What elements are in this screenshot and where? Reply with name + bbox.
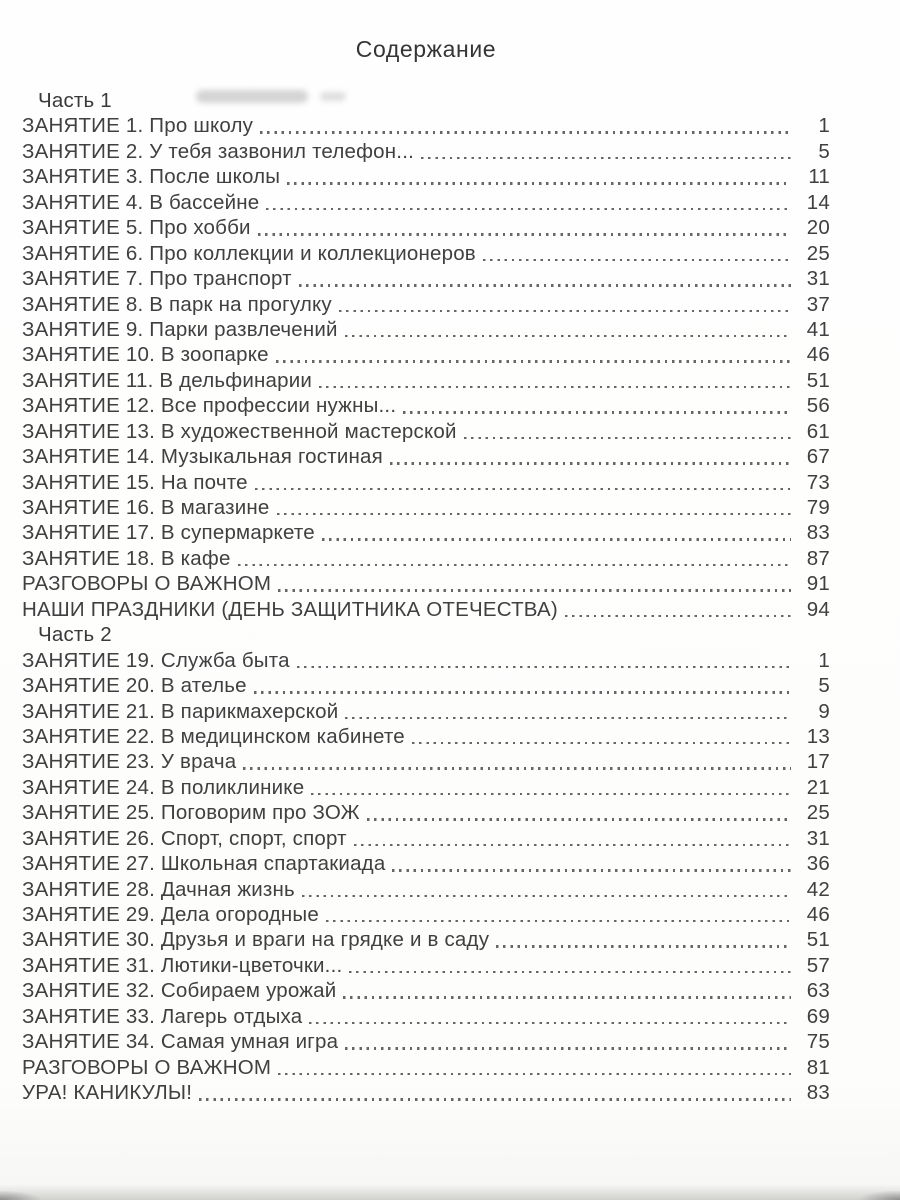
toc-entry [22, 852, 830, 877]
toc-entry-label: УРА! КАНИКУЛЫ! [22, 1081, 193, 1105]
toc-entry [22, 572, 830, 597]
dot-leader [294, 649, 794, 674]
toc-entry [22, 165, 830, 190]
dot-leader [346, 954, 794, 979]
toc-entry [22, 521, 830, 546]
toc-entry-label: ЗАНЯТИЕ 11. В дельфинарии [22, 368, 312, 392]
toc-entry [22, 776, 830, 801]
toc-entry-page: 42 [806, 877, 830, 901]
toc-entry-page: 14 [806, 190, 830, 214]
toc-entry [22, 878, 830, 903]
toc-entry-label: РАЗГОВОРЫ О ВАЖНОМ [22, 572, 272, 596]
toc-entry-label: ЗАНЯТИЕ 28. Дачная жизнь [22, 877, 295, 901]
dot-leader [284, 165, 794, 190]
toc-entry-label: ЗАНЯТИЕ 10. В зоопарке [22, 343, 269, 367]
toc-entry-label: ЗАНЯТИЕ 27. Школьная спартакиада [22, 852, 386, 876]
toc-entry [22, 827, 830, 852]
section-heading [22, 89, 830, 114]
toc-entry-page: 63 [806, 979, 830, 1003]
toc-entry [22, 1005, 830, 1030]
toc-entry-label: ЗАНЯТИЕ 13. В художественной мастерской [22, 419, 457, 443]
dot-leader [196, 1081, 794, 1106]
toc-entry-label: ЗАНЯТИЕ 20. В ателье [22, 674, 247, 698]
toc-entry-page: 91 [806, 572, 830, 596]
toc-entry-label: ЗАНЯТИЕ 7. Про транспорт [22, 267, 292, 291]
toc-entry-page: 73 [806, 470, 830, 494]
toc-entry [22, 1056, 830, 1081]
toc-entry-label: ЗАНЯТИЕ 8. В парк на прогулку [22, 292, 332, 316]
toc-entry-label: ЗАНЯТИЕ 17. В супермаркете [22, 521, 315, 545]
toc-entry-label: ЗАНЯТИЕ 29. Дела огородные [22, 903, 319, 926]
toc-entry-label: ЗАНЯТИЕ 2. У тебя зазвонил телефон... [22, 139, 414, 163]
toc-entry [22, 140, 830, 165]
toc-entry-page: 1 [818, 114, 830, 138]
toc-entry [22, 496, 830, 521]
toc-entry [22, 750, 830, 775]
toc-entry-label: ЗАНЯТИЕ 21. В парикмахерской [22, 699, 339, 723]
section-heading [22, 623, 830, 648]
dot-leader [342, 318, 794, 343]
dot-leader [319, 521, 794, 546]
toc-entry-page: 57 [806, 953, 830, 977]
toc-entry-page: 5 [818, 674, 830, 698]
dot-leader [306, 1005, 794, 1030]
dot-leader [351, 827, 794, 852]
toc-entry [22, 445, 830, 470]
toc-entry-page: 36 [806, 852, 830, 876]
toc-entry-page: 83 [806, 521, 830, 545]
dot-leader [562, 598, 794, 623]
toc-entry-page: 25 [806, 241, 830, 265]
toc-entry-label: ЗАНЯТИЕ 26. Спорт, спорт, спорт [22, 826, 347, 850]
toc-entry-label: ЗАНЯТИЕ 24. В поликлинике [22, 775, 305, 799]
toc-entry-page: 79 [806, 496, 830, 519]
dot-leader [275, 1056, 794, 1081]
toc-entry-page: 61 [806, 419, 830, 443]
toc-entry-page: 46 [806, 343, 830, 367]
dot-leader [251, 674, 794, 699]
toc-entry [22, 725, 830, 750]
toc-entry-page: 37 [806, 292, 830, 316]
toc-entry-label: ЗАНЯТИЕ 1. Про школу [22, 114, 254, 138]
toc-entry [22, 598, 830, 623]
dot-leader [480, 242, 794, 267]
toc-entry-page: 81 [806, 1055, 830, 1079]
dot-leader [342, 700, 794, 725]
dot-leader [235, 547, 794, 572]
dot-leader [240, 750, 794, 775]
dot-leader [316, 369, 794, 394]
toc-entry-label: ЗАНЯТИЕ 34. Самая умная игра [22, 1030, 339, 1054]
toc-entry [22, 979, 830, 1004]
toc-entry-label: ЗАНЯТИЕ 22. В медицинском кабинете [22, 724, 405, 748]
dot-leader [389, 852, 794, 877]
toc-entry-label: ЗАНЯТИЕ 6. Про коллекции и коллекционеров [22, 241, 476, 265]
toc-entry [22, 394, 830, 419]
toc-entry-page: 31 [806, 267, 830, 291]
toc-entry-label: ЗАНЯТИЕ 3. После школы [22, 165, 281, 189]
toc-entry-label: ЗАНЯТИЕ 31. Лютики-цветочки... [22, 953, 343, 977]
dot-leader [263, 191, 794, 216]
toc-entry-label: ЗАНЯТИЕ 5. Про хобби [22, 216, 251, 240]
toc-entry-page: 51 [806, 928, 830, 952]
section-heading-label: Часть 2 [38, 623, 112, 647]
toc-entry-label: ЗАНЯТИЕ 23. У врача [22, 750, 237, 774]
page-title: Содержание [355, 36, 497, 62]
toc-entry-page: 13 [806, 724, 830, 748]
toc-entry-label: ЗАНЯТИЕ 14. Музыкальная гостиная [22, 445, 383, 469]
toc-entry-page: 87 [806, 546, 830, 570]
toc-entry-page: 94 [806, 597, 830, 621]
toc-entry [22, 954, 830, 979]
toc-entry [22, 674, 830, 699]
dot-leader [252, 471, 794, 496]
toc-entry [22, 547, 830, 572]
toc-entry-page: 1 [818, 648, 830, 672]
dot-leader [299, 878, 794, 903]
dot-leader [323, 903, 794, 928]
toc-entry [22, 191, 830, 216]
toc-entry [22, 649, 830, 674]
toc-entry [22, 343, 830, 368]
toc-entry-page: 11 [808, 165, 830, 189]
table-of-contents [22, 89, 830, 1107]
toc-entry-label: ЗАНЯТИЕ 19. Служба быта [22, 648, 290, 672]
toc-entry [22, 1030, 830, 1055]
toc-entry [22, 242, 830, 267]
toc-entry-page: 75 [806, 1030, 830, 1054]
toc-entry-page: 51 [806, 368, 830, 392]
toc-entry-page: 17 [806, 750, 830, 774]
toc-entry-label: ЗАНЯТИЕ 16. В магазине [22, 496, 270, 519]
dot-leader [273, 343, 794, 368]
toc-entry-label: РАЗГОВОРЫ О ВАЖНОМ [22, 1055, 272, 1079]
toc-entry-page: 69 [806, 1004, 830, 1028]
dot-leader [336, 293, 794, 318]
toc-entry-page: 46 [806, 903, 830, 926]
toc-entry [22, 903, 830, 928]
toc-entry-label: ЗАНЯТИЕ 33. Лагерь отдыха [22, 1004, 303, 1028]
toc-entry-page: 56 [806, 394, 830, 418]
toc-entry-label: ЗАНЯТИЕ 18. В кафе [22, 546, 231, 570]
toc-entry-page: 41 [806, 317, 830, 341]
toc-entry-label: ЗАНЯТИЕ 25. Поговорим про ЗОЖ [22, 801, 360, 825]
toc-entry [22, 801, 830, 826]
scan-edge-shadow [0, 1184, 900, 1200]
dot-leader [387, 445, 794, 470]
dot-leader [257, 114, 794, 139]
toc-entry [22, 293, 830, 318]
toc-entry [22, 928, 830, 953]
toc-entry-label: ЗАНЯТИЕ 4. В бассейне [22, 190, 260, 214]
toc-entry [22, 1081, 830, 1106]
dot-leader [274, 496, 794, 521]
toc-entry-page: 20 [806, 216, 830, 240]
toc-entry [22, 369, 830, 394]
toc-entry-page: 31 [806, 826, 830, 850]
toc-entry-label: НАШИ ПРАЗДНИКИ (ДЕНЬ ЗАЩИТНИКА ОТЕЧЕСТВА) [22, 597, 558, 621]
dot-leader [255, 216, 794, 241]
dot-leader [364, 801, 794, 826]
toc-entry [22, 318, 830, 343]
dot-leader [461, 420, 794, 445]
toc-entry-label: ЗАНЯТИЕ 15. На почте [22, 470, 248, 494]
toc-entry-page: 5 [818, 139, 830, 163]
dot-leader [493, 928, 794, 953]
dot-leader [409, 725, 794, 750]
toc-entry-page: 67 [806, 445, 830, 469]
toc-entry-page: 83 [806, 1081, 830, 1105]
toc-entry-label: ЗАНЯТИЕ 32. Собираем урожай [22, 979, 337, 1003]
section-heading-label: Часть 1 [38, 89, 112, 112]
dot-leader [400, 394, 794, 419]
dot-leader [275, 572, 794, 597]
toc-entry [22, 216, 830, 241]
toc-entry [22, 700, 830, 725]
toc-entry-label: ЗАНЯТИЕ 30. Друзья и враги на грядке и в саду [22, 928, 490, 952]
dot-leader [308, 776, 794, 801]
toc-entry-page: 9 [818, 699, 830, 723]
toc-entry [22, 114, 830, 139]
toc-entry-label: ЗАНЯТИЕ 12. Все профессии нужны... [22, 394, 397, 418]
dot-leader [296, 267, 794, 292]
toc-entry [22, 267, 830, 292]
toc-entry-page: 25 [806, 801, 830, 825]
dot-leader [340, 979, 794, 1004]
dot-leader [418, 140, 794, 165]
toc-entry-label: ЗАНЯТИЕ 9. Парки развлечений [22, 317, 338, 341]
toc-entry [22, 420, 830, 445]
toc-entry [22, 471, 830, 496]
dot-leader [342, 1030, 794, 1055]
toc-entry-page: 21 [806, 775, 830, 799]
